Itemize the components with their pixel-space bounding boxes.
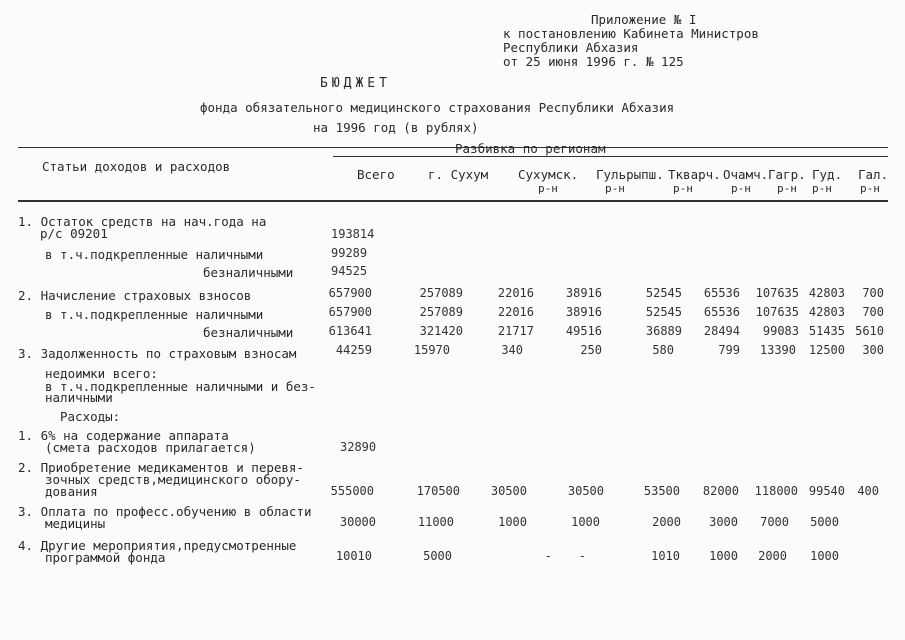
exp-3-value: 30000 (339, 515, 376, 529)
row-1-total: 193814 (331, 227, 375, 241)
row-2-value: 38916 (565, 286, 602, 300)
table-header-rule (18, 200, 888, 202)
total-header: Всего (357, 167, 395, 182)
exp-2-value: 170500 (416, 484, 460, 498)
row-2b-label: безналичными (203, 325, 294, 340)
exp-2-value: 53500 (643, 484, 680, 498)
col-header-sukhumsk: Сухумск. (518, 167, 579, 182)
exp-4-value: 1010 (651, 549, 680, 563)
breakdown-rule (333, 156, 888, 157)
exp-4-value: 1000 (709, 549, 738, 563)
exp-1-total: 32890 (340, 440, 377, 454)
row-1b-total: 94525 (331, 264, 368, 278)
row-2-value: 52545 (645, 286, 682, 300)
appendix-line: Приложение № I (591, 12, 697, 27)
row-3-value: 13390 (759, 343, 796, 357)
exp-2-value: 99540 (808, 484, 845, 498)
document-subtitle: фонда обязательного медицинского страхования Республики Абхазия (200, 100, 675, 115)
col-header-gulrypsh: Гульрыпш. (596, 167, 664, 182)
exp-3-value: 1000 (571, 515, 600, 529)
exp-4-value: 2000 (758, 549, 787, 563)
exp-2-label: 2. Приобретение медикаментов и перевя- (18, 460, 304, 475)
exp-3-value: 7000 (760, 515, 789, 529)
date-line: от 25 июня 1996 г. № 125 (503, 54, 684, 69)
exp-2-label-2: зочных средств,медицинского обору- (45, 472, 301, 487)
row-3-value: 15970 (413, 343, 450, 357)
col-header-gulrypsh-2: р-н (605, 182, 625, 195)
col-header-ochamch: Очамч. (723, 167, 769, 182)
row-2a-value: 700 (862, 305, 884, 319)
row-2-value: 107635 (755, 286, 799, 300)
row-2a-value: 52545 (645, 305, 682, 319)
row-2a-value: 22016 (497, 305, 534, 319)
row-2-label: 2. Начисление страховых взносов (18, 288, 252, 303)
row-2-value: 22016 (497, 286, 534, 300)
row-2-value: 657900 (328, 286, 372, 300)
exp-3-label: 3. Оплата по професс.обучению в области (18, 504, 312, 519)
document-title: БЮДЖЕТ (320, 76, 391, 91)
document-period: на 1996 год (в рублях) (313, 120, 479, 135)
resolution-line: к постановлению Кабинета Министров (503, 26, 759, 41)
row-2-value: 42803 (808, 286, 845, 300)
exp-1-label-2: (смета расходов прилагается) (45, 440, 256, 455)
exp-2-value: 400 (857, 484, 879, 498)
row-2a-value: 65536 (703, 305, 740, 319)
expenses-heading: Расходы: (60, 409, 121, 424)
exp-3-value: 5000 (810, 515, 839, 529)
col-header-gagr-2: р-н (777, 182, 797, 195)
row-2-value: 65536 (703, 286, 740, 300)
col-header-gud-2: р-н (812, 182, 832, 195)
exp-4-value: 1000 (810, 549, 839, 563)
exp-1-label: 1. 6% на содержание аппарата (18, 428, 229, 443)
col-header-gal: Гал. (858, 167, 889, 182)
exp-2-label-3: дования (45, 484, 98, 499)
col-header-ochamch-2: р-н (731, 182, 751, 195)
col-header-sukhum: г. Сухум (428, 167, 489, 182)
exp-3-value: 1000 (498, 515, 527, 529)
table-top-rule (18, 147, 888, 148)
exp-3-label-2: медицины (45, 516, 106, 531)
row-2b-value: 28494 (703, 324, 740, 338)
row-2b-value: 613641 (328, 324, 372, 338)
col-header-sukhumsk-2: р-н (538, 182, 558, 195)
col-header-tkvarch-2: р-н (673, 182, 693, 195)
row-2b-value: 5610 (855, 324, 884, 338)
exp-4-value: - (578, 549, 586, 563)
row-2b-value: 321420 (419, 324, 463, 338)
row-1-label-2: р/с 09201 (40, 226, 108, 241)
row-2a-label: в т.ч.подкрепленные наличными (45, 307, 264, 322)
breakdown-label: Разбивка по регионам (455, 141, 606, 156)
row-1a-label: в т.ч.подкрепленные наличными (45, 247, 264, 262)
exp-4-value: - (544, 549, 552, 563)
col-header-gal-2: р-н (860, 182, 880, 195)
exp-4-label-2: программой фонда (45, 550, 166, 565)
row-2a-value: 107635 (755, 305, 799, 319)
exp-2-value: 30500 (490, 484, 527, 498)
row-2b-value: 21717 (497, 324, 534, 338)
row-2b-value: 99083 (762, 324, 799, 338)
row-3-label-2: недоимки всего: (45, 366, 158, 381)
exp-4-label: 4. Другие мероприятия,предусмотренные (18, 538, 297, 553)
row-3-value: 300 (862, 343, 884, 357)
col-header-gud: Гуд. (812, 167, 843, 182)
row-2-value: 700 (862, 286, 884, 300)
exp-3-value: 3000 (709, 515, 738, 529)
row-3-value: 250 (580, 343, 602, 357)
row-1a-total: 99289 (331, 246, 368, 260)
exp-4-value: 5000 (423, 549, 452, 563)
row-3-label-3: в т.ч.подкрепленные наличными и без- (45, 379, 316, 394)
exp-2-value: 30500 (567, 484, 604, 498)
row-3-value: 340 (501, 343, 523, 357)
exp-2-value: 82000 (702, 484, 739, 498)
exp-3-value: 2000 (652, 515, 681, 529)
row-2a-value: 657900 (328, 305, 372, 319)
articles-header: Статьи доходов и расходов (42, 159, 231, 174)
row-2b-value: 49516 (565, 324, 602, 338)
row-3-label: 3. Задолженность по страховым взносам (18, 346, 297, 361)
exp-2-value: 118000 (754, 484, 798, 498)
row-2-value: 257089 (419, 286, 463, 300)
exp-2-value: 555000 (330, 484, 374, 498)
row-1-label: 1. Остаток средств на нач.года на (18, 214, 267, 229)
row-2a-value: 38916 (565, 305, 602, 319)
row-3-value: 44259 (335, 343, 372, 357)
col-header-tkvarch: Ткварч. (668, 167, 721, 182)
exp-3-value: 11000 (417, 515, 454, 529)
row-1b-label: безналичными (203, 265, 294, 280)
row-2a-value: 257089 (419, 305, 463, 319)
exp-4-value: 10010 (335, 549, 372, 563)
row-3-label-4: наличными (45, 390, 113, 405)
republic-line: Республики Абхазия (503, 40, 639, 55)
row-3-value: 580 (652, 343, 674, 357)
row-3-value: 12500 (808, 343, 845, 357)
col-header-gagr: Гагр. (768, 167, 806, 182)
row-2a-value: 42803 (808, 305, 845, 319)
row-2b-value: 36889 (645, 324, 682, 338)
row-3-value: 799 (718, 343, 740, 357)
row-2b-value: 51435 (808, 324, 845, 338)
